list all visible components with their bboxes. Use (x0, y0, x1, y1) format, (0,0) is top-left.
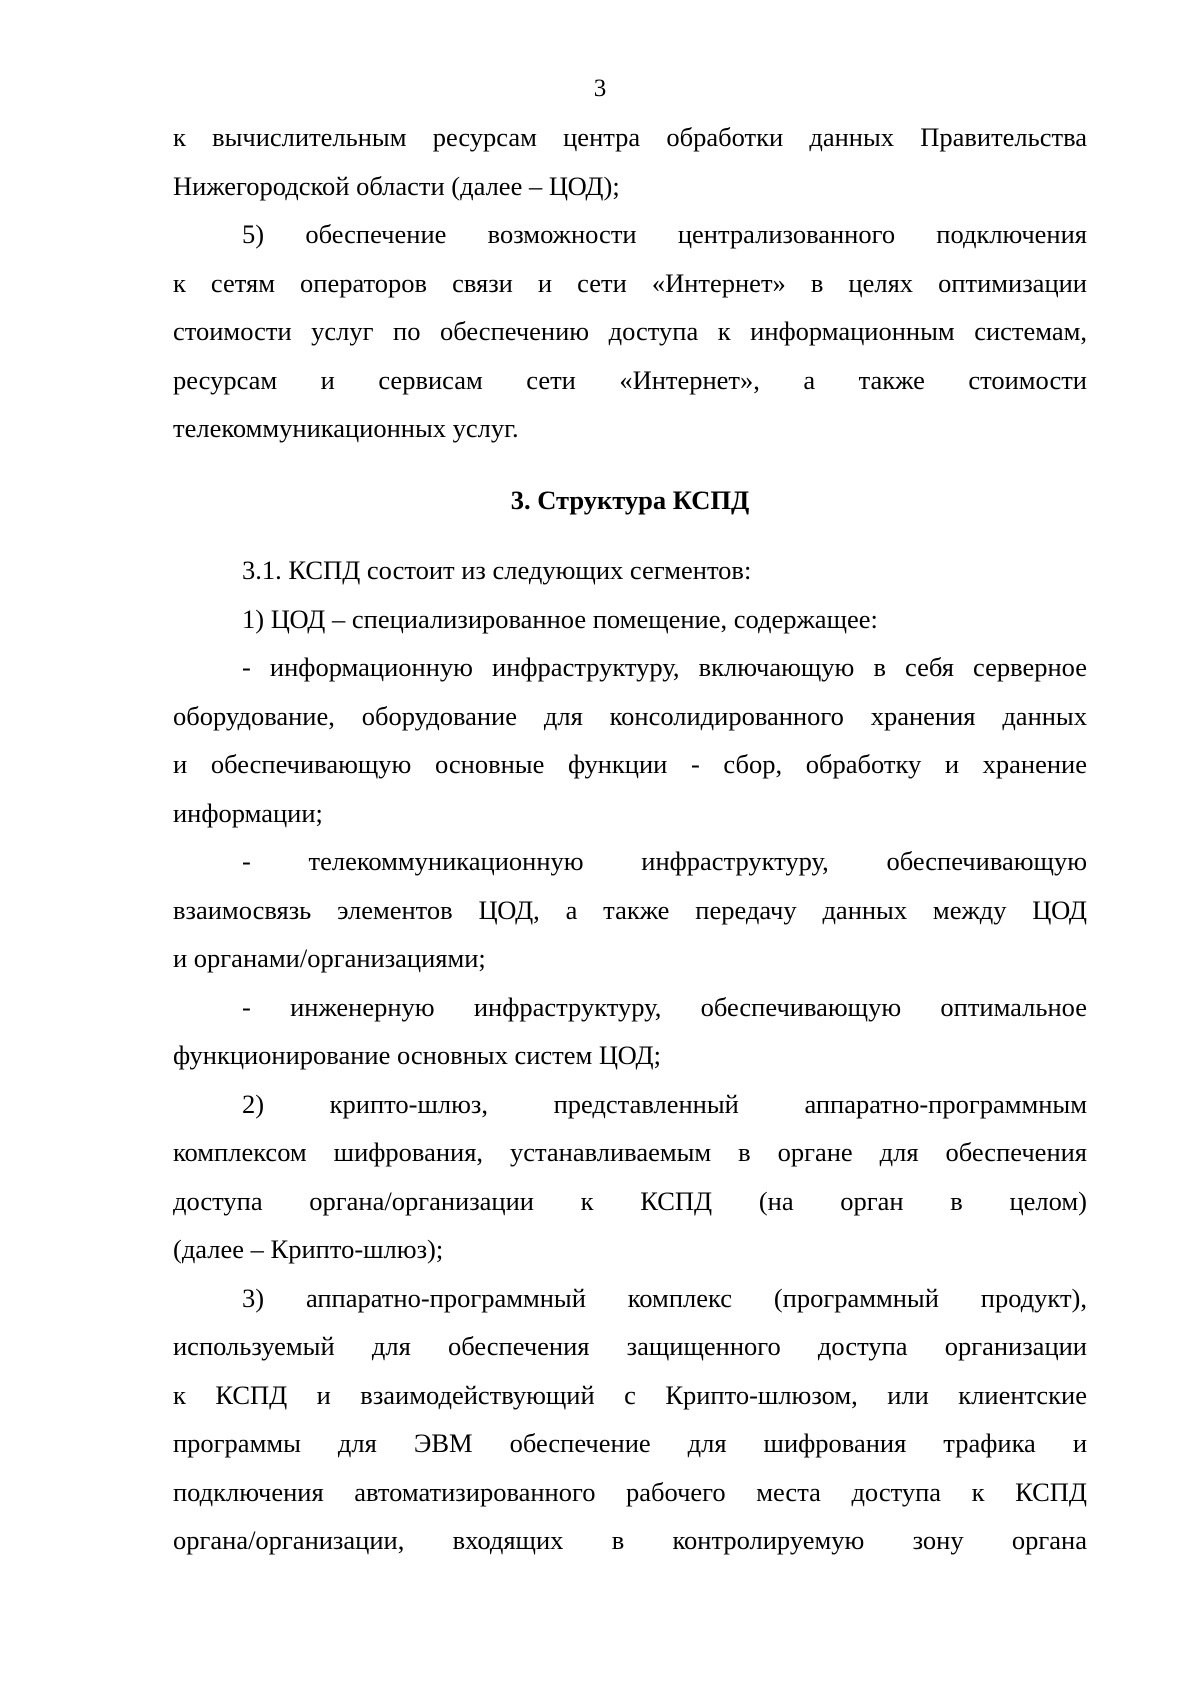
paragraph-item-3 (173, 1274, 1087, 1565)
text-line: - инженерную инфраструктуру, обеспечивающую оптимальное (242, 991, 1087, 1022)
text-line: (далее – Крипто-шлюз); (173, 1234, 444, 1264)
text-line: к вычислительным ресурсам центра обработки данных Правительства (173, 122, 1087, 152)
text-line: программы для ЭВМ обеспечение для шифрования трафика и (173, 1428, 1087, 1458)
text-line: информации; (173, 797, 323, 828)
text-line: к КСПД и взаимодействующий с Крипто-шлюзом, или клиентские (173, 1379, 1087, 1410)
text-line: 3.1. КСПД состоит из следующих сегментов: (242, 555, 752, 585)
page-number: 3 (593, 75, 607, 102)
section-heading: 3. Структура КСПД (510, 484, 750, 515)
text-line: 1) ЦОД – специализированное помещение, содержащее: (242, 603, 878, 634)
text-line: взаимосвязь элементов ЦОД, а также передачу данных между ЦОД (173, 894, 1087, 925)
bullet-telecom-infrastructure (173, 837, 1087, 983)
text-line: - телекоммуникационную инфраструктуру, обеспечивающую (242, 846, 1087, 876)
paragraph-intro-continuation (173, 113, 1087, 210)
text-line: Нижегородской области (далее – ЦОД); (173, 170, 620, 201)
text-line: 5) обеспечение возможности централизованного подключения (242, 219, 1087, 249)
text-line: 2) крипто-шлюз, представленный аппаратно-программным (242, 1088, 1087, 1119)
text-line: к сетям операторов связи и сети «Интернет» в целях оптимизации (173, 267, 1087, 298)
text-line: 3) аппаратно-программный комплекс (программный продукт), (242, 1282, 1087, 1313)
text-line: - информационную инфраструктуру, включающую в себя серверное (242, 652, 1087, 682)
paragraph-3-1 (173, 546, 1087, 595)
text-line: и органами/организациями; (173, 943, 486, 973)
text-line: стоимости услуг по обеспечению доступа к информационным системам, (173, 316, 1087, 346)
paragraph-item-1-cod (173, 595, 1087, 644)
text-line: оборудование, оборудование для консолидированного хранения данных (173, 700, 1087, 731)
text-line: органа/организации, входящих в контролируемую зону органа (173, 1525, 1087, 1555)
text-line: ресурсам и сервисам сети «Интернет», а также стоимости (173, 364, 1087, 395)
paragraph-item-5 (173, 210, 1087, 453)
bullet-engineering-infrastructure (173, 983, 1087, 1080)
text-line: доступа органа/организации к КСПД (на орган в целом) (173, 1185, 1087, 1216)
text-line: подключения автоматизированного рабочего места доступа к КСПД (173, 1476, 1087, 1507)
document-body (173, 113, 1087, 1565)
text-line: и обеспечивающую основные функции - сбор, обработку и хранение (173, 749, 1087, 779)
text-line: комплексом шифрования, устанавливаемым в органе для обеспечения (173, 1137, 1087, 1167)
text-line: функционирование основных систем ЦОД; (173, 1040, 661, 1070)
text-line: используемый для обеспечения защищенного доступа организации (173, 1331, 1087, 1361)
paragraph-item-2 (173, 1080, 1087, 1274)
text-line: телекоммуникационных услуг. (173, 413, 519, 443)
bullet-information-infrastructure (173, 643, 1087, 837)
